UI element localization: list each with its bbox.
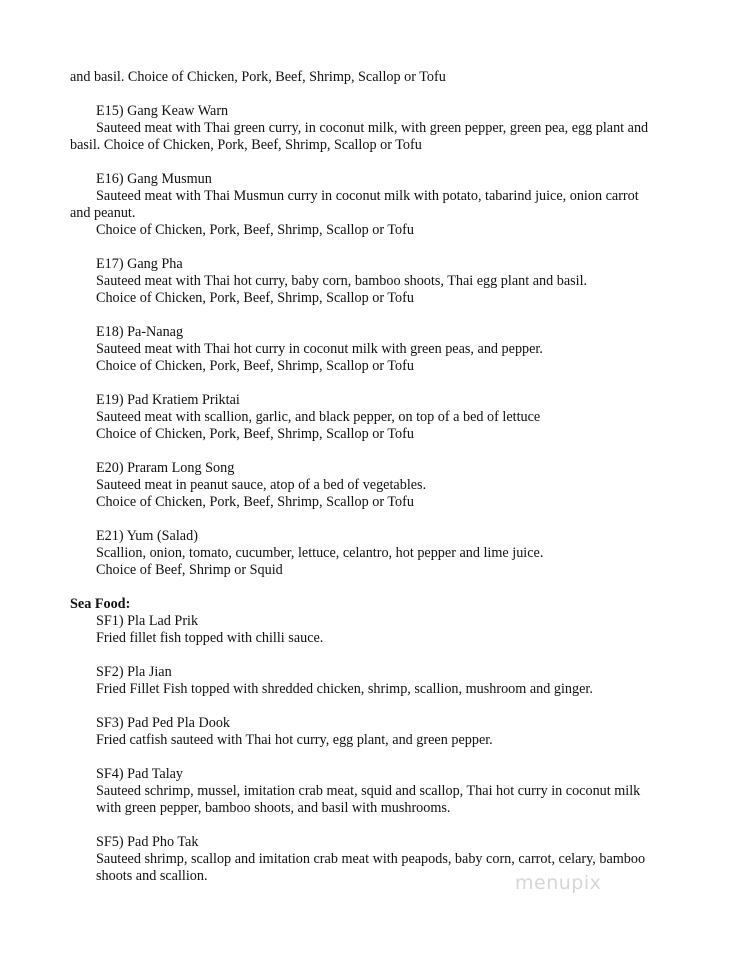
item-description: Sauteed meat in peanut sauce, atop of a bed of vegetables.	[96, 477, 427, 493]
menu-item-e17	[70, 256, 670, 307]
item-description-continued: and peanut.	[70, 205, 136, 221]
menu-item-e21	[70, 528, 670, 579]
item-title: E20) Praram Long Song	[96, 460, 235, 476]
item-title: SF1) Pla Lad Prik	[96, 613, 199, 629]
item-description: Scallion, onion, tomato, cucumber, lettuce, celantro, hot pepper and lime juice.	[96, 545, 544, 561]
item-title: SF2) Pla Jian	[96, 664, 172, 680]
item-title: E21) Yum (Salad)	[96, 528, 198, 544]
item-description: Fried catfish sauteed with Thai hot curry, egg plant, and green pepper.	[96, 732, 493, 748]
item-description: Sauteed meat with Thai hot curry in coconut milk with green peas, and pepper.	[96, 341, 543, 357]
item-description: Sauteed meat with scallion, garlic, and black pepper, on top of a bed of lettuce	[96, 409, 541, 425]
continued-description: and basil. Choice of Chicken, Pork, Beef, Shrimp, Scallop or Tofu	[70, 69, 446, 85]
menu-item-e18	[70, 324, 670, 375]
item-description: Sauteed meat with Thai green curry, in coconut milk, with green pepper, green pea, egg plant and	[96, 120, 649, 136]
item-title: E19) Pad Kratiem Priktai	[96, 392, 240, 408]
item-description-continued: basil. Choice of Chicken, Pork, Beef, Shrimp, Scallop or Tofu	[70, 137, 422, 153]
item-description: Sauteed shrimp, scallop and imitation crab meat with peapods, baby corn, carrot, celary, bamboo	[96, 851, 646, 867]
menu-item-e20	[70, 460, 670, 511]
item-title: SF5) Pad Pho Tak	[96, 834, 199, 850]
menu-page	[70, 69, 670, 885]
item-choice: Choice of Chicken, Pork, Beef, Shrimp, Scallop or Tofu	[96, 290, 414, 306]
item-title: E17) Gang Pha	[96, 256, 183, 272]
menu-item-e15	[70, 103, 670, 154]
item-description: Fried Fillet Fish topped with shredded chicken, shrimp, scallion, mushroom and ginger.	[96, 681, 593, 697]
item-title: E15) Gang Keaw Warn	[96, 103, 229, 119]
item-description: Fried fillet fish topped with chilli sauce.	[96, 630, 324, 646]
menu-item-sf4	[70, 766, 670, 817]
menu-item-e19	[70, 392, 670, 443]
item-choice: Choice of Chicken, Pork, Beef, Shrimp, Scallop or Tofu	[96, 494, 414, 510]
item-description: Sauteed schrimp, mussel, imitation crab meat, squid and scallop, Thai hot curry in coconut milk	[96, 783, 641, 799]
item-title: SF3) Pad Ped Pla Dook	[96, 715, 231, 731]
menupix-watermark: menupix	[515, 872, 602, 894]
item-choice: Choice of Chicken, Pork, Beef, Shrimp, Scallop or Tofu	[96, 426, 414, 442]
item-description: Sauteed meat with Thai Musmun curry in coconut milk with potato, tabarind juice, onion carrot	[96, 188, 639, 204]
item-description: Sauteed meat with Thai hot curry, baby corn, bamboo shoots, Thai egg plant and basil.	[96, 273, 588, 289]
item-choice: Choice of Chicken, Pork, Beef, Shrimp, Scallop or Tofu	[96, 222, 414, 238]
menu-item-sf2	[70, 664, 670, 698]
item-description-continued: with green pepper, bamboo shoots, and basil with mushrooms.	[96, 800, 451, 816]
section-heading-seafood: Sea Food:	[70, 596, 131, 612]
item-choice: Choice of Beef, Shrimp or Squid	[96, 562, 283, 578]
item-title: E18) Pa-Nanag	[96, 324, 184, 340]
item-choice: Choice of Chicken, Pork, Beef, Shrimp, Scallop or Tofu	[96, 358, 414, 374]
menu-item-e16	[70, 171, 670, 239]
item-description-continued: shoots and scallion.	[96, 868, 208, 884]
item-title: SF4) Pad Talay	[96, 766, 184, 782]
menu-item-sf1	[70, 613, 670, 647]
item-title: E16) Gang Musmun	[96, 171, 212, 187]
menu-item-sf3	[70, 715, 670, 749]
